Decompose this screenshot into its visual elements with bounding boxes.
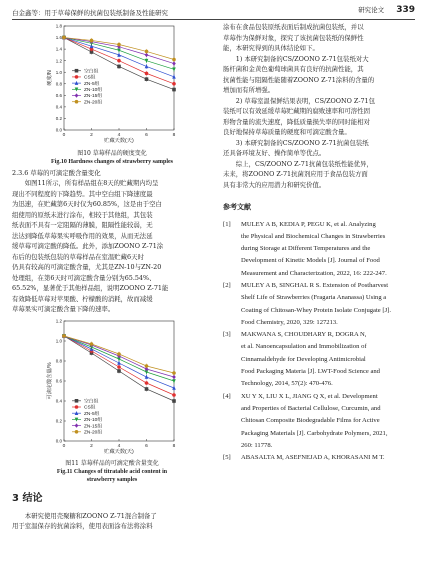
x-axis-label: 贮藏天数(天): [104, 138, 134, 144]
reference-line: the Physical and Biochemical Changes in Strawberries: [241, 232, 386, 240]
reference-line: XU Y X, LIU X L, JIANG Q X, et al. Development: [241, 392, 378, 400]
titratable-acid-chart: [12, 317, 212, 457]
header-rule: [12, 19, 415, 20]
x-axis-label: 贮藏天数(天): [104, 448, 134, 455]
references-heading: 参考文献: [223, 203, 251, 211]
reference-line: Food Chemistry, 2020, 329: 127213.: [241, 318, 338, 326]
reference-item: [223, 391, 416, 452]
reference-line: et al. Nanoencapsulation and Immobilization of: [241, 343, 367, 351]
data-point: [75, 100, 79, 104]
x-tick-label: 4: [117, 443, 121, 449]
reference-line: Food Packaging Materia [J]. LWT-Food Science and: [241, 368, 380, 376]
paragraph-line: 为迅速，在贮藏第6天时仅为60.85%，这是由于空白: [12, 200, 162, 208]
conclusion-summary: [223, 159, 416, 191]
legend-label: 空白组: [84, 69, 99, 75]
item2-line: 2) 草莓室温保鲜结果表明，CS/ZOONO Z-71包: [235, 96, 376, 105]
paragraph-line: 缓草莓可滴定酸的降低。此外，添加ZOONO Z-71涂: [12, 242, 164, 250]
data-point: [75, 423, 79, 427]
reference-text: [241, 391, 416, 452]
data-point: [172, 371, 176, 375]
summary-line: 具有非常大的应用潜力和研究价值。: [223, 180, 326, 189]
subheading-2-3-6: 2.3.6 草莓的可滴定酸含量变化: [12, 168, 101, 177]
reference-line: MULEY A B, SINGHAL R S. Extension of Postharvest: [241, 281, 389, 289]
conclusion-line: 用于室温保存的抗菌涂料，使用表面涂布法将涂料: [12, 522, 153, 530]
reference-line: MULEY A B, KEDIA P, PEGU K, et al. Analyzing: [241, 220, 376, 228]
paragraph-line: 有效降低草莓对苹果酸、柠檬酸的消耗，故而减缓: [12, 294, 153, 303]
data-point: [117, 365, 121, 369]
reference-number: [1]: [223, 220, 231, 228]
data-point: [62, 36, 66, 40]
legend-label: 空白组: [84, 399, 99, 404]
series-2: [62, 35, 176, 79]
legend-label: ZN-15组: [84, 94, 103, 100]
reference-line: Measurement and Characterization, 2022, 16: 222-247.: [241, 269, 387, 277]
reference-text: [241, 280, 416, 329]
y-tick-label: 1.2: [55, 58, 62, 64]
data-point: [145, 50, 149, 54]
right-column: [223, 22, 416, 464]
running-header: [12, 4, 415, 18]
x-tick-label: 0: [62, 133, 66, 138]
conclusion-item-1: [223, 54, 416, 96]
references-list: [223, 219, 416, 465]
conclusion-heading: 3 结论: [12, 493, 43, 504]
item1-line: 肠杆菌和金黄色葡萄球菌具有良好的抗菌性能，其: [223, 65, 364, 73]
data-point: [145, 364, 149, 368]
data-point: [75, 405, 79, 409]
legend-label: CS组: [84, 75, 96, 81]
legend-label: ZN-5组: [84, 81, 100, 87]
reference-line: 260: 11778.: [241, 441, 273, 449]
data-point: [117, 369, 121, 373]
reference-line: MAKWANA S, CHOUDHARY R, DOGRA N,: [241, 331, 367, 339]
hardness-chart: [12, 22, 212, 146]
conclusion-cont-line: 涂布在食品包装原纸表面后制成抗菌包装纸，并以: [223, 23, 364, 31]
y-tick-label: 1.2: [55, 318, 62, 324]
data-point: [75, 430, 79, 434]
y-tick-label: 1.4: [55, 46, 62, 52]
y-tick-label: 0.0: [55, 127, 62, 133]
data-point: [62, 334, 66, 338]
data-point: [117, 65, 121, 69]
legend-label: ZN-10组: [84, 88, 103, 94]
reference-line: and Properties of Bacterial Cellulose, Curcumin, and: [241, 404, 381, 412]
reference-number: [5]: [223, 454, 231, 462]
y-tick-label: 1.0: [55, 69, 62, 75]
x-tick-label: 6: [145, 133, 148, 138]
summary-line: 未来，将ZOONO Z-71抗菌剂应用于食品包装方面: [223, 170, 368, 178]
reference-line: Coating of Chitosan-Whey Protein Isolate Conjugate [J].: [241, 306, 391, 314]
reference-line: ABASALTA M, ASEFNEJAD A, KHORASANI M T.: [241, 454, 385, 462]
x-tick-label: 4: [117, 133, 121, 138]
reference-line: Packaging Materials [J]. Carbohydrate Polymers, 2021,: [241, 429, 388, 437]
data-point: [145, 72, 149, 76]
y-tick-label: 0.2: [55, 418, 62, 424]
reference-line: Chitosan Composite Biodegradable Films for Active: [241, 417, 380, 425]
paragraph-line: 纸表面不具有一定阻隔的薄膜，阻隔性能较弱，无: [12, 221, 153, 229]
reference-text: [241, 329, 416, 390]
item2-line: 装纸可以有效延缓草莓贮藏期的腐败速率和可溶性固: [223, 107, 370, 115]
y-tick-label: 0.4: [55, 398, 62, 404]
reference-item: [223, 219, 416, 280]
y-tick-label: 0.0: [55, 438, 62, 444]
data-point: [172, 68, 176, 72]
data-point: [172, 393, 176, 397]
y-tick-label: 0.4: [55, 104, 62, 110]
data-point: [75, 399, 79, 403]
titratable-acid-paragraph: [12, 178, 212, 315]
reference-number: [3]: [223, 331, 231, 339]
fig11-caption-en-1: Fig.11 Changes of titratable acid content in: [56, 469, 168, 475]
paragraph-line: 法达到降低草莓果实呼吸作用的效果，从而无法延: [12, 231, 153, 240]
data-point: [172, 82, 176, 86]
paragraph-line: 65.52%，显著优于其他样品组，说明ZOONO Z-71能: [12, 284, 169, 292]
y-tick-label: 1.6: [55, 35, 62, 41]
item3-line: 3) 本研究制备的CS/ZOONO Z-71抗菌包装纸: [235, 138, 369, 147]
item1-line: 1) 本研究制备的CS/ZOONO Z-71包装纸对大: [235, 54, 369, 63]
data-point: [172, 61, 176, 65]
conclusion-item-3: [223, 138, 416, 159]
data-point: [90, 39, 94, 43]
x-tick-label: 8: [172, 133, 176, 138]
plot-frame: [64, 321, 174, 441]
item2-line: 良好地保持草莓质量的硬度和可滴定酸含量。: [223, 128, 351, 136]
legend-label: CS组: [84, 405, 96, 411]
page-number: 339: [396, 5, 415, 15]
paragraph-line: 处理组，在第6天时可滴定酸含量分别为65.54%、: [12, 273, 156, 282]
header-journal-title: 白金鑫等：用于草莓保鲜的抗菌包装纸制备及性能研究: [12, 9, 168, 17]
fig11-caption-en-2: strawberry samples: [86, 477, 138, 483]
y-tick-label: 0.8: [55, 358, 62, 364]
data-point: [145, 381, 149, 385]
conclusion-line: 本研究使用壳聚糖和ZOONO Z-71混合制备了: [24, 511, 157, 520]
y-tick-label: 1.0: [55, 338, 62, 344]
y-tick-label: 0.8: [55, 81, 62, 87]
conclusion-cont-line: 草莓作为保鲜对象，探究了该抗菌包装纸的保鲜性: [223, 33, 364, 42]
summary-line: 综上，CS/ZOONO Z-71抗菌包装纸性能优异，: [235, 159, 373, 168]
item2-line: 形物含量的流失速度，降低质量损失率的同时能相对: [223, 117, 370, 126]
x-tick-label: 0: [62, 443, 66, 449]
paragraph-line: 组使用的原纸未进行涂布，相较于其他组，其包装: [12, 210, 153, 219]
conclusion-cont-line: 能，本研究得到的具体结论如下。: [223, 44, 319, 52]
item1-line: 抗菌性能与阻隔性能随着ZOONO Z-71涂料的含量的: [223, 75, 375, 84]
header-right: [358, 5, 415, 15]
x-tick-label: 2: [90, 443, 93, 449]
paragraph-line: 仍具有较高的可滴定酸含量，尤其是ZN-10与ZN-20: [12, 263, 162, 271]
y-tick-label: 1.8: [55, 23, 62, 29]
data-point: [172, 88, 176, 92]
reference-text: [241, 452, 416, 464]
reference-number: [4]: [223, 392, 231, 400]
reference-line: Development of Kinetic Models [J]. Journal of Food: [241, 257, 380, 265]
plot-frame: [64, 26, 174, 130]
y-axis-label: 可滴定酸含量/%: [47, 361, 53, 400]
x-tick-label: 6: [145, 443, 148, 449]
legend-label: ZN-20组: [84, 430, 103, 435]
data-point: [117, 43, 121, 47]
data-point: [172, 399, 176, 403]
reference-number: [2]: [223, 281, 231, 289]
data-point: [172, 379, 176, 383]
data-point: [75, 69, 79, 73]
data-point: [117, 59, 121, 63]
x-tick-label: 2: [90, 133, 93, 138]
y-axis-label: 硬度/N: [47, 70, 53, 86]
data-point: [145, 77, 149, 81]
reference-line: Shelf Life of Strawberries (Fragaria Ananassa) Using a: [241, 294, 387, 302]
x-tick-label: 8: [172, 443, 176, 449]
paragraph-line: 现出不同程度的下降趋势。其中空白组下降速度最: [12, 189, 153, 198]
y-tick-label: 0.2: [55, 116, 62, 122]
fig10-caption-cn: 图10 草莓样品的硬度变化: [77, 149, 147, 157]
data-point: [145, 387, 149, 391]
y-tick-label: 0.6: [55, 92, 62, 98]
left-column: [12, 22, 212, 532]
data-point: [117, 352, 121, 356]
y-tick-label: 0.6: [55, 378, 62, 384]
legend-label: ZN-15组: [84, 423, 103, 429]
data-point: [75, 75, 79, 79]
data-point: [172, 58, 176, 62]
data-point: [75, 93, 79, 97]
fig10-caption-en: Fig.10 Hardness changes of strawberry samples: [51, 158, 173, 165]
conclusion-paragraph: [12, 511, 212, 532]
paragraph-line: 草莓果实可滴定酸含量下降的速率。: [12, 305, 115, 313]
reference-text: [241, 219, 416, 280]
header-section: 研究论文: [358, 6, 385, 14]
conclusion-item-2: [223, 96, 416, 138]
data-point: [145, 374, 149, 378]
reference-item: [223, 452, 416, 464]
reference-line: Technology, 2014, 57(2): 470-476.: [241, 380, 333, 388]
paragraph-line: 如图11所示，所有样品组在8天的贮藏期内均呈: [24, 179, 159, 187]
reference-line: Cinnamaldehyde for Developing Antimicrobial: [241, 355, 366, 363]
item3-line: 还具备环境友好、操作简单等优点。: [223, 149, 326, 157]
conclusion-continued: [223, 22, 416, 54]
paragraph-line: 布后的包装纸包装的草莓样品在室温贮藏6天时: [12, 252, 144, 261]
legend-label: ZN-10组: [84, 417, 103, 423]
reference-line: during Storage at Different Temperatures and the: [241, 245, 371, 253]
fig11-caption-cn: 图11 草莓样品的可滴定酸含量变化: [65, 460, 159, 467]
legend-label: ZN-20组: [84, 100, 103, 106]
reference-item: [223, 280, 416, 329]
data-point: [90, 342, 94, 346]
reference-item: [223, 329, 416, 390]
legend-label: ZN-5组: [84, 411, 100, 417]
item1-line: 增加而有所增强。: [223, 86, 275, 94]
